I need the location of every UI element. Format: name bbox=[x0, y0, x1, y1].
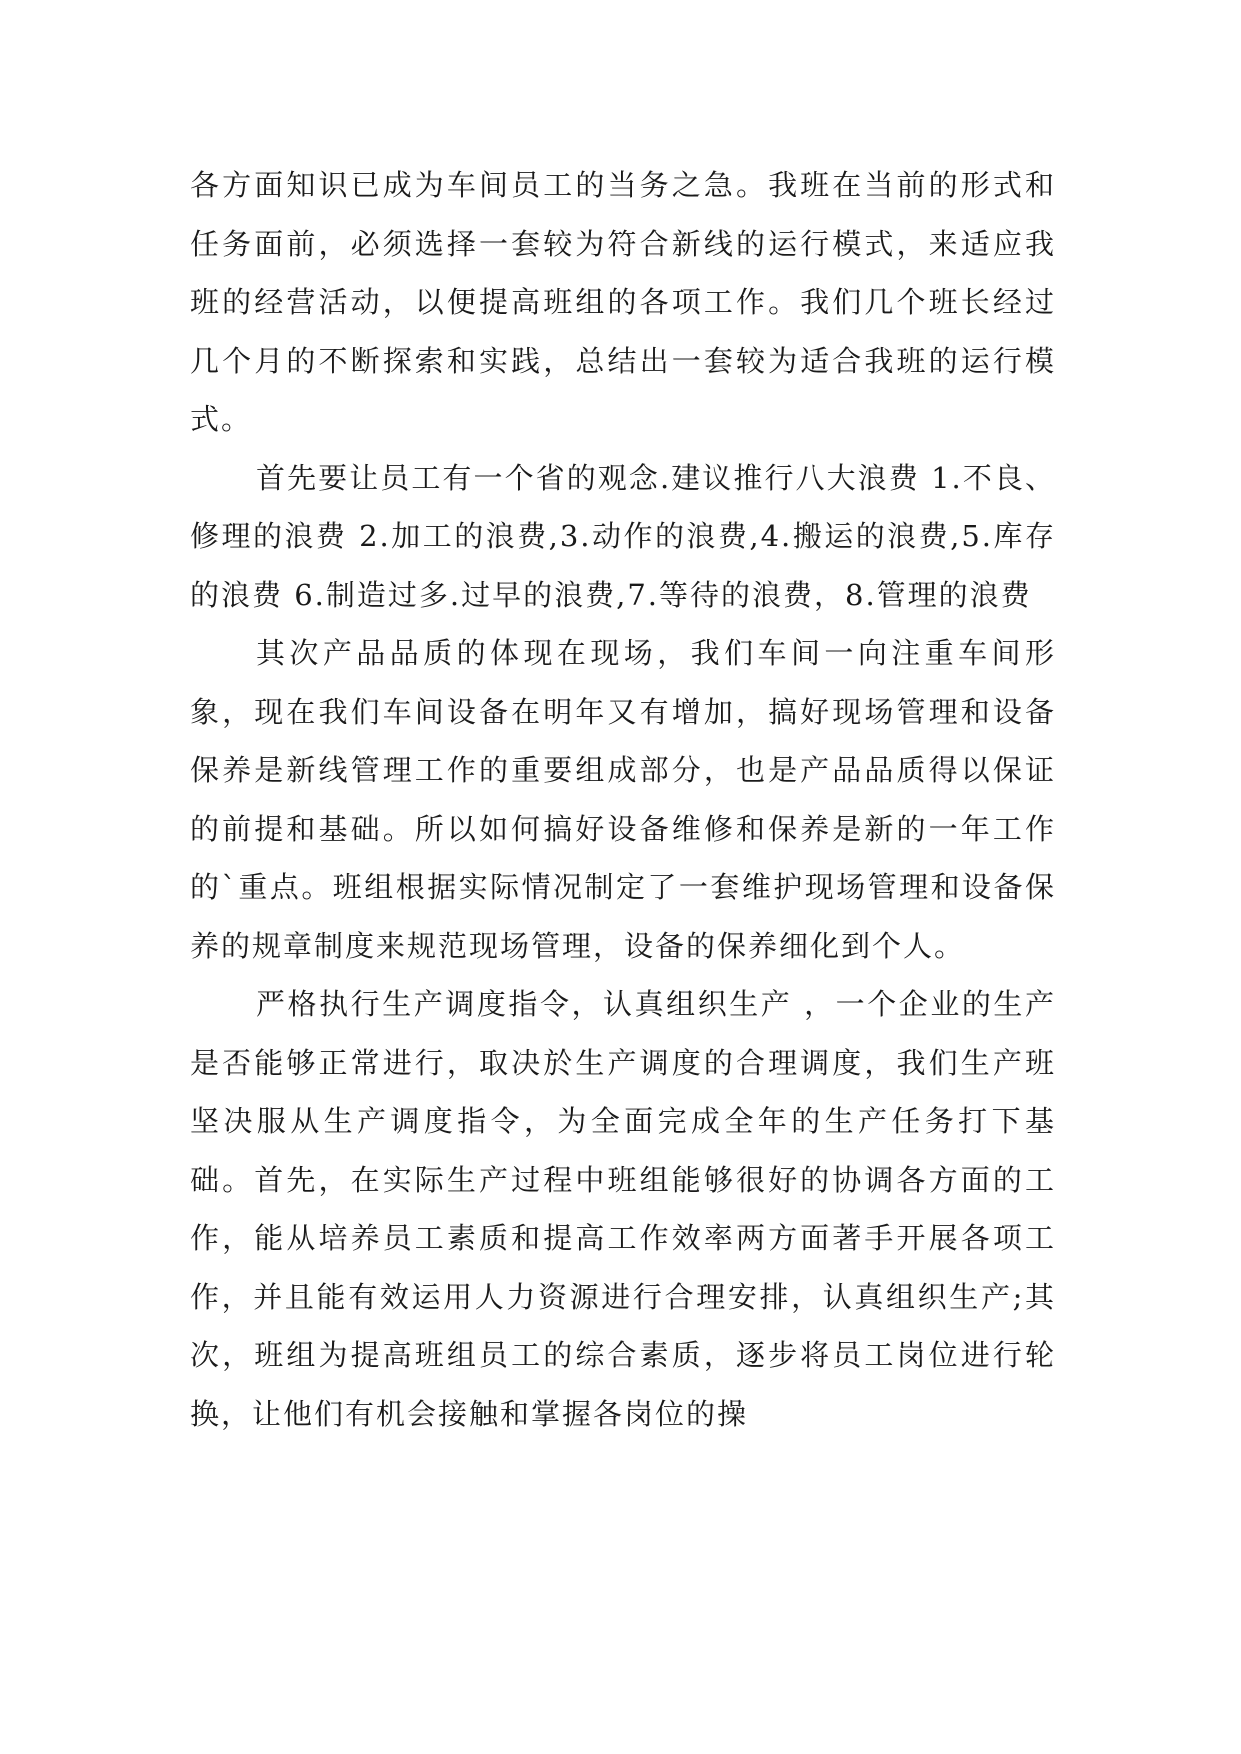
paragraph-continuation: 各方面知识已成为车间员工的当务之急。我班在当前的形式和任务面前，必须选择一套较为符合新线的运行模式，来适应我班的经营活动，以便提高班组的各项工作。我们几个班长经过几个月的不断探索和实践，总结出一套较为适合我班的运行模式。 bbox=[190, 168, 1056, 436]
paragraph-site-management: 其次产品品质的体现在现场，我们车间一向注重车间形象，现在我们车间设备在明年又有增加，搞好现场管理和设备保养是新线管理工作的重要组成部分，也是产品品质得以保证的前提和基础。所以如何搞好设备维修和保养是新的一年工作的`重点。班组根据实际情况制定了一套维护现场管理和设备保养的规章制度来规范现场管理，设备的保养细化到个人。 bbox=[190, 636, 1056, 963]
document-body bbox=[190, 156, 1056, 1443]
paragraph-production-scheduling: 严格执行生产调度指令，认真组织生产 ，一个企业的生产是否能够正常进行，取决於生产调度的合理调度，我们生产班坚决服从生产调度指令，为全面完成全年的生产任务打下基础。首先，在实际生产过程中班组能够很好的协调各方面的工作，能从培养员工素质和提高工作效率两方面著手开展各项工作，并且能有效运用人力资源进行合理安排，认真组织生产;其次，班组为提高班组员工的综合素质，逐步将员工岗位进行轮换，让他们有机会接触和掌握各岗位的操 bbox=[190, 987, 1056, 1431]
paragraph-waste-list: 首先要让员工有一个省的观念.建议推行八大浪费 1.不良、修理的浪费 2.加工的浪费,3.动作的浪费,4.搬运的浪费,5.库存的浪费 6.制造过多.过早的浪费,7.等待的浪费，8.管理的浪费 bbox=[190, 460, 1056, 612]
